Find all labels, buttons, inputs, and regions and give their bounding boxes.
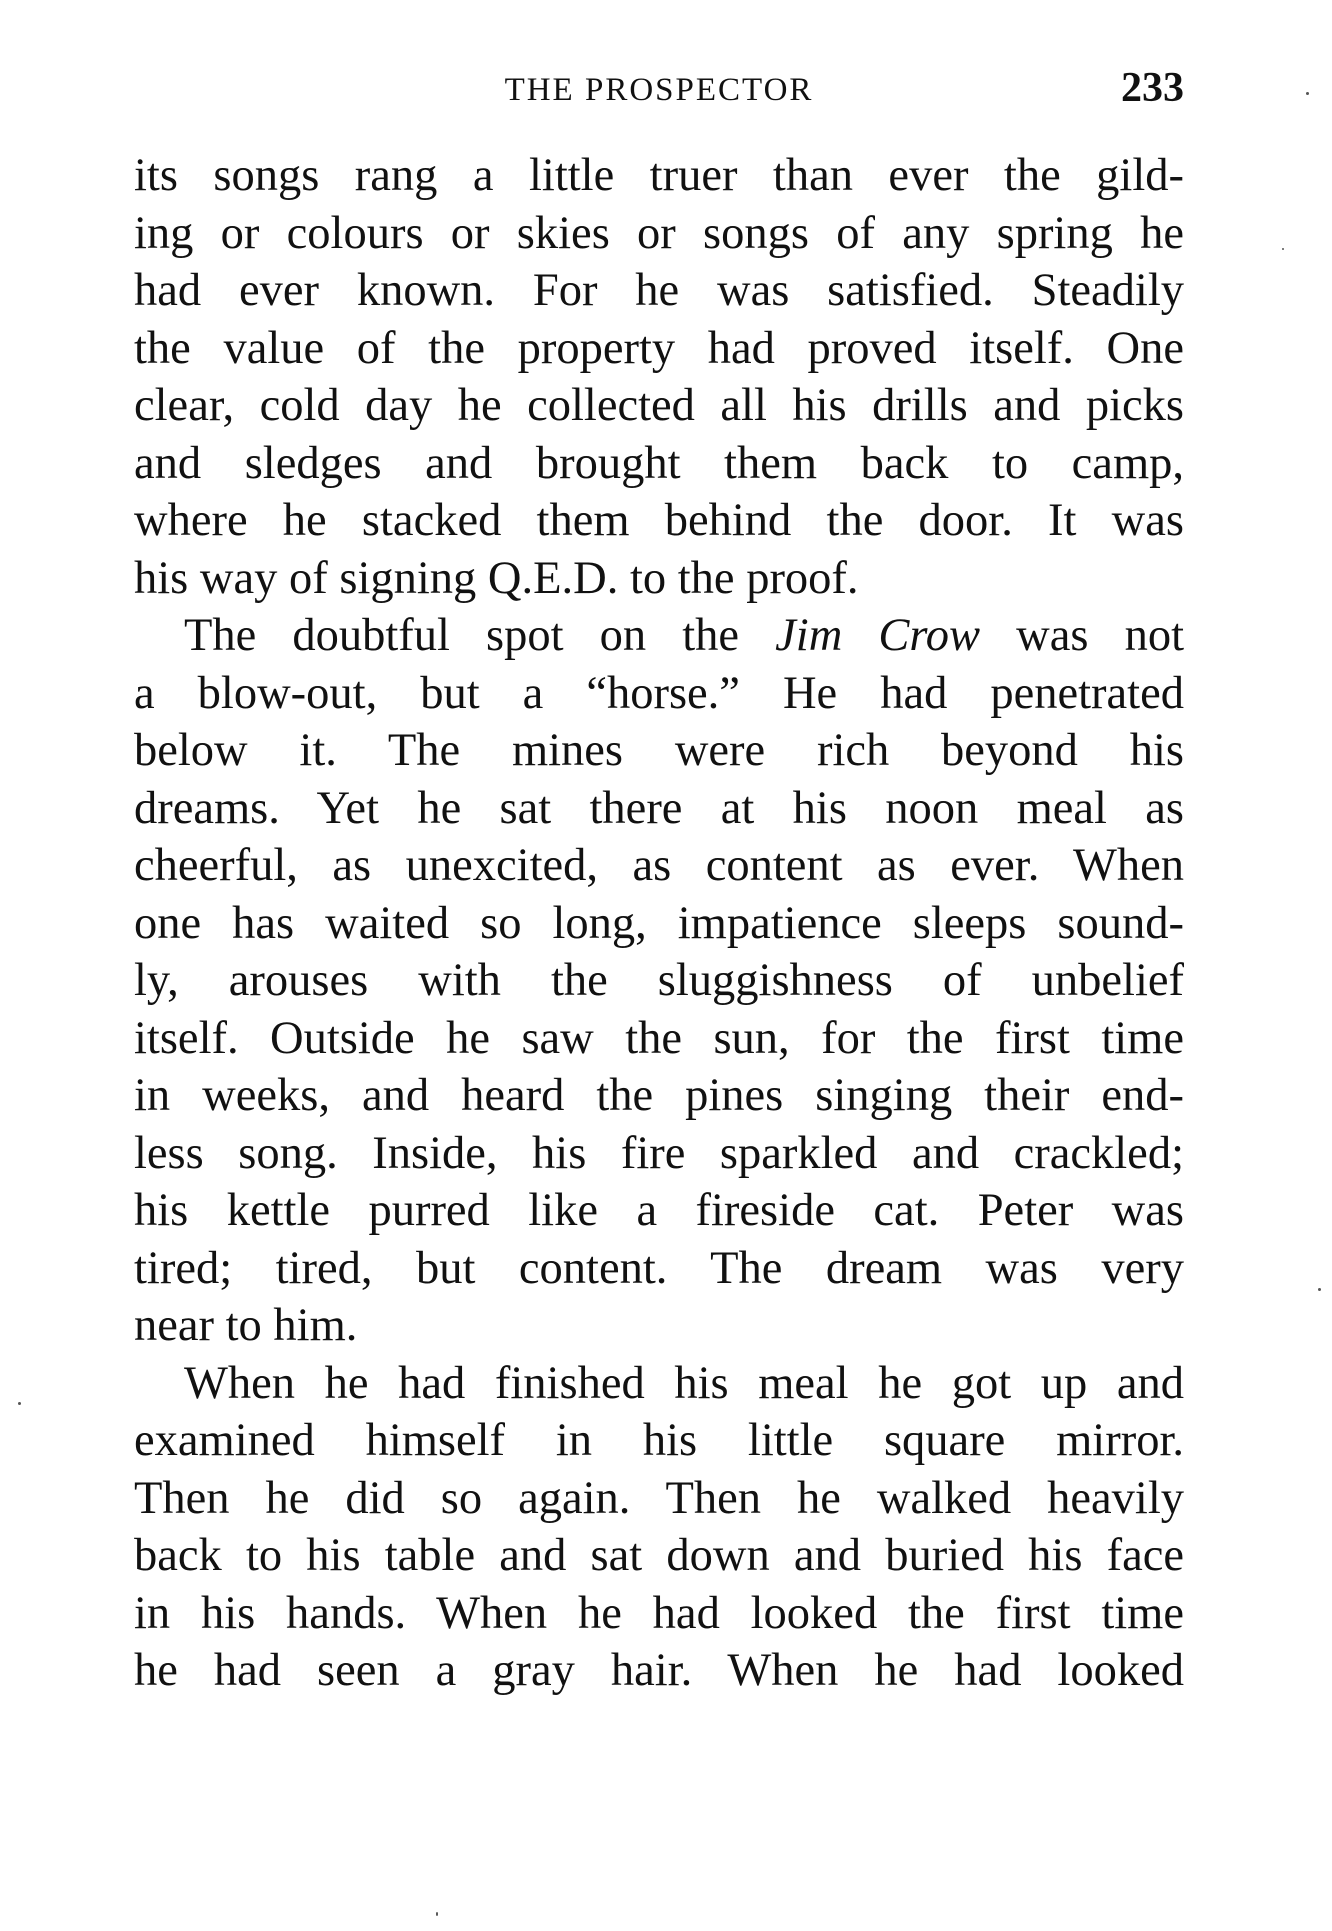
print-speck (436, 1912, 438, 1916)
body-text (134, 147, 1184, 1700)
text-line: less song. Inside, his fire sparkled and crackled; (134, 1127, 1184, 1179)
running-head (134, 62, 1184, 122)
text-line: Then he did so again. Then he walked heavily (134, 1472, 1184, 1524)
text-span: was not (1016, 610, 1184, 661)
running-title: THE PROSPECTOR (504, 72, 814, 108)
text-line: had ever known. For he was satisfied. Steadily (134, 265, 1184, 316)
text-line: a blow-out, but a “horse.” He had penetrated (134, 667, 1184, 719)
ship-name: Jim Crow (775, 610, 981, 661)
text-line: examined himself in his little square mirror. (134, 1415, 1184, 1466)
text-line: clear, cold day he collected all his drills and picks (134, 380, 1184, 431)
text-line: where he stacked them behind the door. It was (134, 495, 1184, 546)
text-line: near to him. (134, 1300, 358, 1351)
print-speck (1306, 92, 1309, 95)
text-line: tired; tired, but content. The dream was very (134, 1242, 1184, 1294)
paragraph-1 (134, 147, 1184, 607)
text-line: below it. The mines were rich beyond his (134, 725, 1184, 776)
text-line: dreams. Yet he sat there at his noon meal as (134, 782, 1184, 834)
text-line: one has waited so long, impatience sleeps sound- (134, 897, 1184, 949)
paragraph-2 (134, 607, 1184, 1355)
text-line: the value of the property had proved itself. One (134, 322, 1184, 374)
text-line: his way of signing Q.E.D. to the proof. (134, 552, 859, 604)
print-speck (1318, 1288, 1321, 1291)
paragraph-3 (134, 1355, 1184, 1700)
text-line: When he had finished his meal he got up and (184, 1357, 1184, 1409)
text-line: and sledges and brought them back to camp, (134, 437, 1184, 489)
text-line: in his hands. When he had looked the first time (134, 1587, 1184, 1639)
print-speck (18, 1402, 21, 1405)
text-line: its songs rang a little truer than ever the gild- (134, 150, 1184, 201)
text-line: itself. Outside he saw the sun, for the first time (134, 1012, 1184, 1064)
text-line: ing or colours or skies or songs of any spring he (134, 207, 1184, 259)
text-line: cheerful, as unexcited, as content as ever. When (134, 840, 1184, 891)
text-line (134, 607, 1184, 665)
text-span: The doubtful spot on the (184, 610, 740, 661)
text-line: he had seen a gray hair. When he had looked (134, 1645, 1184, 1696)
print-speck (1282, 248, 1284, 250)
text-line: in weeks, and heard the pines singing their end- (134, 1070, 1184, 1121)
text-line: back to his table and sat down and buried his face (134, 1530, 1184, 1581)
text-line: ly, arouses with the sluggishness of unbelief (134, 955, 1184, 1006)
page-number: 233 (1121, 65, 1184, 111)
text-line: his kettle purred like a fireside cat. Peter was (134, 1185, 1184, 1236)
